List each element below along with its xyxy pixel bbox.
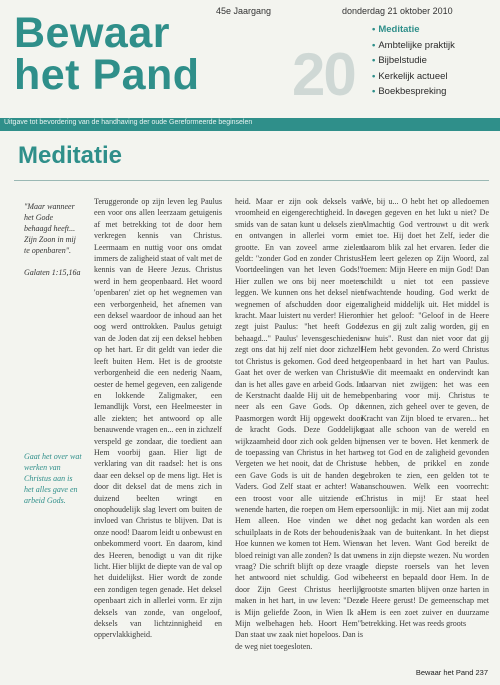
contents-item-kerkelijk-actueel xyxy=(372,69,496,85)
pull-quote-secondary: Gaat het over wat werken van Christus aan is het alles gave en arbeid Gods. xyxy=(24,452,82,505)
article-column-2 xyxy=(235,196,363,668)
bullet-icon: • xyxy=(372,86,376,97)
pull-quote-reference: Galaten 1:15,16a xyxy=(24,268,81,277)
contents-item-ambtelijke-praktijk xyxy=(372,38,496,54)
masthead-banner xyxy=(0,118,500,131)
bullet-icon: • xyxy=(372,55,376,66)
banner-text: Uitgave tot bevordering van de handhaving der oude Gereformeerde beginselen xyxy=(4,119,253,126)
pull-quote-text: "Maar wanneer het Gode behaagd heeft... Zijn Zoon in mij te openbaren". xyxy=(24,202,76,255)
issue-number-watermark: 20 xyxy=(292,41,355,108)
contents-item-label: Kerkelijk actueel xyxy=(378,70,448,82)
contents-item-label: Ambtelijke praktijk xyxy=(378,39,455,51)
contents-item-bijbelstudie xyxy=(372,53,496,69)
article-column-1 xyxy=(94,196,222,668)
issue-date: donderdag 21 oktober 2010 xyxy=(342,6,453,16)
contents-item-boekbespreking xyxy=(372,84,496,100)
bullet-icon: • xyxy=(372,39,376,51)
page-footer: Bewaar het Pand 237 xyxy=(415,668,488,677)
column-text: We, bij u... O hebt het op alledoemen wegen gegeven en het lukt u niet? De Almachtig God vertrouwt u dit werk niet toe. Hij doet het Zelf, ieder die daarom blik zal het ervaren. Ieder die Hem leert gelezen op Zijn Woord, zal roemen: Mijn Heere en mijn God! Dan schildt u niet tot een passieve afwachtende houding. God werkt de zaligheid middelijk uit. Het middel is hier het geloof: "Geloof in de Heere Jezus en gij zult zalig worden, gij en uw huis". Rust dan niet voor dat gij Hem hebt gevonden. Zo werd Christus geopenbaard in het hart van Paulus. Wie dit meemaakt en ondervindt kan daarvan niet zwijgen: het was een openbaring voor mij. Christus te kennen, zich geheel over te geven, de Kracht van Zijn bloed te ervaren... het gaat alle schoon van de wereld en mensen ver te boven. Het kenmerk de weg tot God en de zaligheid gevonden te hebben, de prikkel en zonde gebroken te zien, een gelden tot te aanschouwen. Welk een voorrecht: Christus in mij! Er staat heel persoonlijk: in mij. Niet aan mij zodat het nog gedacht kan worden als een zaak van de buitenkant. In het diepst van het leven. Want God bereikt de mens in zijn diepste wezen. Nu worden de diepste roersels van het leven beheerst en bepaald door Hem. In de grootste smarten blijven onze harten in de Heere gerust! De gemeenschap met Hem is een zoet zuiver en duurzame betrekking. Het was reeds groots xyxy=(361,197,489,629)
article-column-3 xyxy=(361,196,489,668)
contents-item-label: Meditatie xyxy=(378,24,420,35)
bullet-icon: • xyxy=(372,24,376,35)
column-text: Teruggeronde op zijn leven leg Paulus een voor ons allen leerzaam getuigenis af met betrekking tot de door hem verkregen kennis van Christus. Leermaam en nuttig voor ons omdat immers de zaligheid staat of valt met de kennis van de Heere Jezus. Christus werd in hem geopenbaard. Het woord 'openbaren' ziet op het wegnemen van een verborgenheid, het afnemen van een deksel waardoor de inhoud aan het oog werd onttrokken. Paulus getuigt van de Joden dat zij een deksel hebben op het hart. Er dit geldt van ieder die leeft buiten Hem. Het is de grootste verborgenheid die een nederig Naam, oester de hemel gegeven, een zaligende en lokkende Zaligmaker, een Iemandlijk Vorst, een Heelmeester in alle ziekten; het antwoord op alle benauwende vragen en... een in zichzelf verspeld ge zondaar, die toedient aan Hem voorbij gaan. Hier ligt de verklaring van dit raadsel: het is ons daar een deksel op de mens ligt. Het is door dit deksel dat de mens zich in duizend beelten wringt en onophoudelijk slag levert om buiten de invloed van Christus te blijven. Dat is onze nood! Daarom leidt u onbewust en onbekommerd voort. En daarom, kind des Heeren, benodigt u van dit rijke licht. Hier blijkt de diepte van de val op het duidelijkst. Hier wordt de zonde een zondigen tegen genade. Het deksel openbaart zich in allerlei vorm. Er zijn deksels van zonde, van ongeloof, deksels van lichtzinnigheid en oppervlakkigheid. xyxy=(94,197,222,640)
divider xyxy=(14,180,489,181)
contents-item-label: Boekbespreking xyxy=(378,86,447,97)
masthead-title-line-1: Bewaar xyxy=(14,9,170,57)
section-title: Meditatie xyxy=(18,142,123,169)
contents-item-meditatie xyxy=(372,22,496,38)
contents-item-label: Bijbelstudie xyxy=(378,55,427,66)
table-of-contents xyxy=(372,22,496,100)
masthead-title-line-2: het Pand xyxy=(14,51,200,99)
column-text: heid. Maar er zijn ook deksels van vroomheid en eigengerechtigheid. In de smids van de satan kunt u deksels zien en ontvangen in allerlei vorm en grootte. En van zoveel arme zielen geldt: "zonder God en zonder Christus. Voortdeelingen van het leven Gods!" Hier zullen we ons bij neer moeten leggen. We kunnen ons het deksel niet wegnemen of afschudden door eigen kracht. Maar luistert nu verder! Hierom zegt juist Paulus: "het heeft Gode behaagd..." Paulus' levensgeschiedenis zegt ons dat hij zelf niet door zichzelf tot Christus is gekomen. God deed het. Gaat het over de werken van Christus dan is het alles gave en arbeid Gods. In de Kerstnacht daalde Hij uit de hemel neer als een Gave Gods. Op de Paasmorgen wordt Hij opgewekt door de kracht Gods. Deze Goddelijke wijkzaamheid door zich ook gelden bij de toepassing van Christus in het hart. Vergeten we het nooit, dat de Christus een Gave Gods is uit de handen des Vaders. God Zelf staat er achter! Wat een troost voor alle uitziende en wenende harten, die roepen om Hem en Hem alleen. Hoe vinden we de schuilplaats in de Rots der behoudenis? Hoe kunnen we komen tot Hem. Wiens bloed reinigt van alle zonden? Is dat uw vraag? Die schrift blijft op deze vraag het antwoord niet schuldig. God wil door Zijn Geest Christus heerlijk maken in het hart, in uw leven: "Deze is Mijn geliefde Zoon, in Wien Ik al Mijn welbehagen heb. Hoort Hem". Dan staat uw zaak niet hopeloos. Dan is de weg niet toegesloten. xyxy=(235,197,363,651)
volume-label: 45e Jaargang xyxy=(216,6,272,16)
bullet-icon: • xyxy=(372,70,376,82)
